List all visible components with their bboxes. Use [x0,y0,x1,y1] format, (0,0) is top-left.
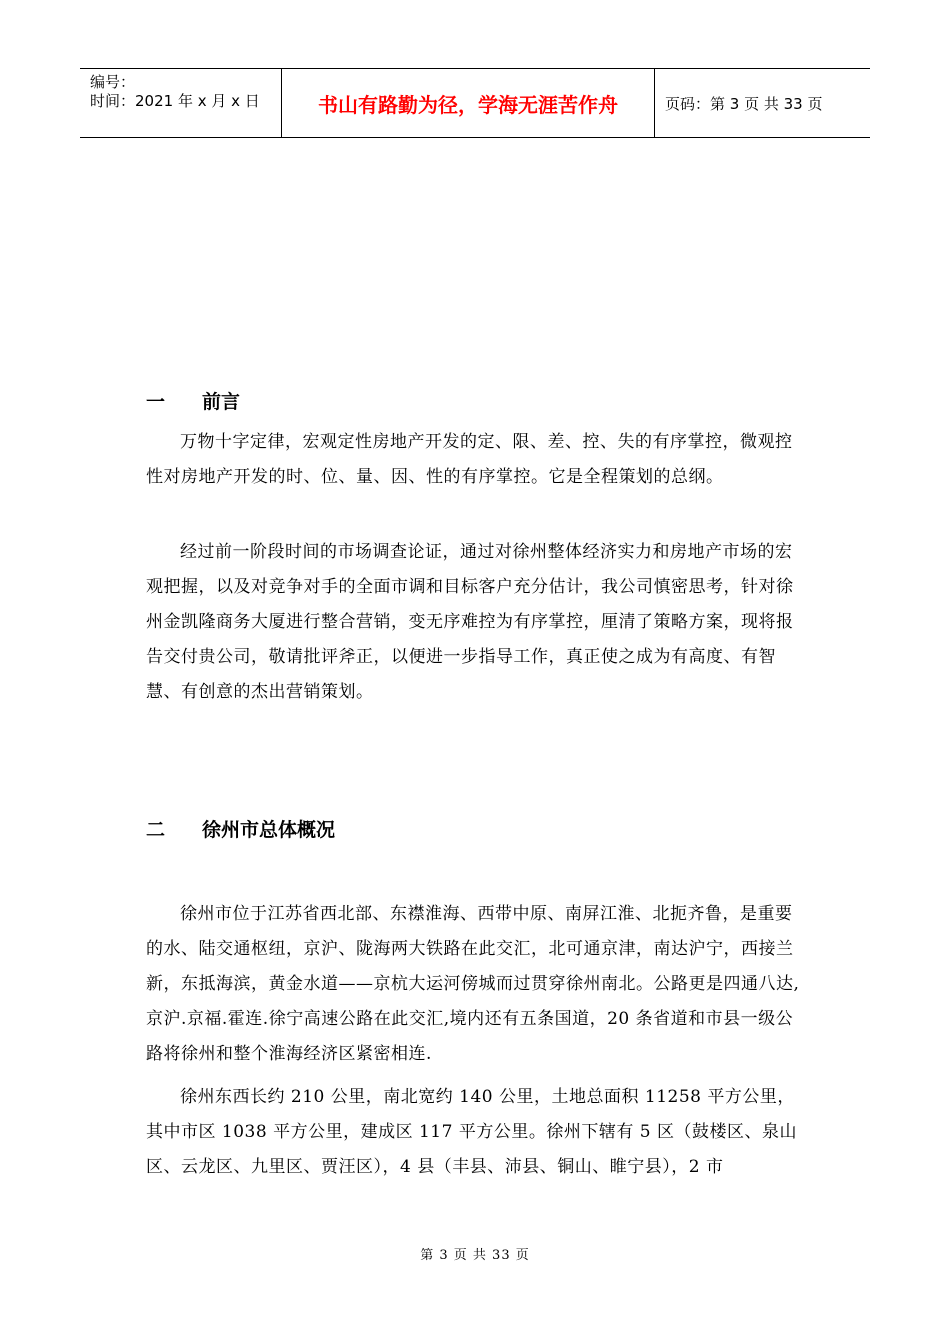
header-motto: 书山有路勤为径，学海无涯苦作舟 [318,92,618,117]
header-page-info: 页码：第 3 页 共 33 页 [665,94,823,113]
paragraph: 徐州东西长约 210 公里，南北宽约 140 公里，土地总面积 11258 平方公里，其中市区 1038 平方公里，建成区 117 平方公里。徐州下辖有 5 区（鼓楼区、泉山区、云龙区、九里区、贾汪区），4 县（丰县、沛县、铜山、睢宁县），2 市 [146,1087,797,1177]
section-heading-preface [146,387,240,414]
section-heading-overview [146,815,335,842]
page-footer: 第 3 页 共 33 页 [420,1248,530,1263]
document-date: 时间：2021 年 x 月 x 日 [90,92,260,110]
page-header [80,68,870,138]
section-title: 前言 [202,391,241,413]
paragraph: 徐州市位于江苏省西北部、东襟淮海、西带中原、南屏江淮、北扼齐鲁，是重要的水、陆交通枢纽，京沪、陇海两大铁路在此交汇，北可通京津，南达沪宁，西接兰新，东抵海滨，黄金水道——京杭大运河傍城而过贯穿徐州南北。公路更是四通八达,京沪.京福.霍连.徐宁高速公路在此交汇,境内还有五条国道，20 条省道和市县一级公路将徐州和整个淮海经济区紧密相连. [146,904,800,1064]
document-number-label: 编号： [90,73,136,91]
paragraph: 万物十字定律，宏观定性房地产开发的定、限、差、控、失的有序掌控，微观控性对房地产开发的时、位、量、因、性的有序掌控。它是全程策划的总纲。 [146,432,793,487]
paragraph: 经过前一阶段时间的市场调查论证，通过对徐州整体经济实力和房地产市场的宏观把握，以及对竞争对手的全面市调和目标客户充分估计，我公司慎密思考，针对徐州金凯隆商务大厦进行整合营销，变无序难控为有序掌控，厘清了策略方案，现将报告交付贵公司，敬请批评斧正，以便进一步指导工作，真正使之成为有高度、有智慧、有创意的杰出营销策划。 [146,542,794,702]
header-divider [654,69,655,137]
section-number: 一 [146,391,166,413]
section-title: 徐州市总体概况 [202,819,336,841]
section-number: 二 [146,819,166,841]
header-meta [90,73,260,111]
